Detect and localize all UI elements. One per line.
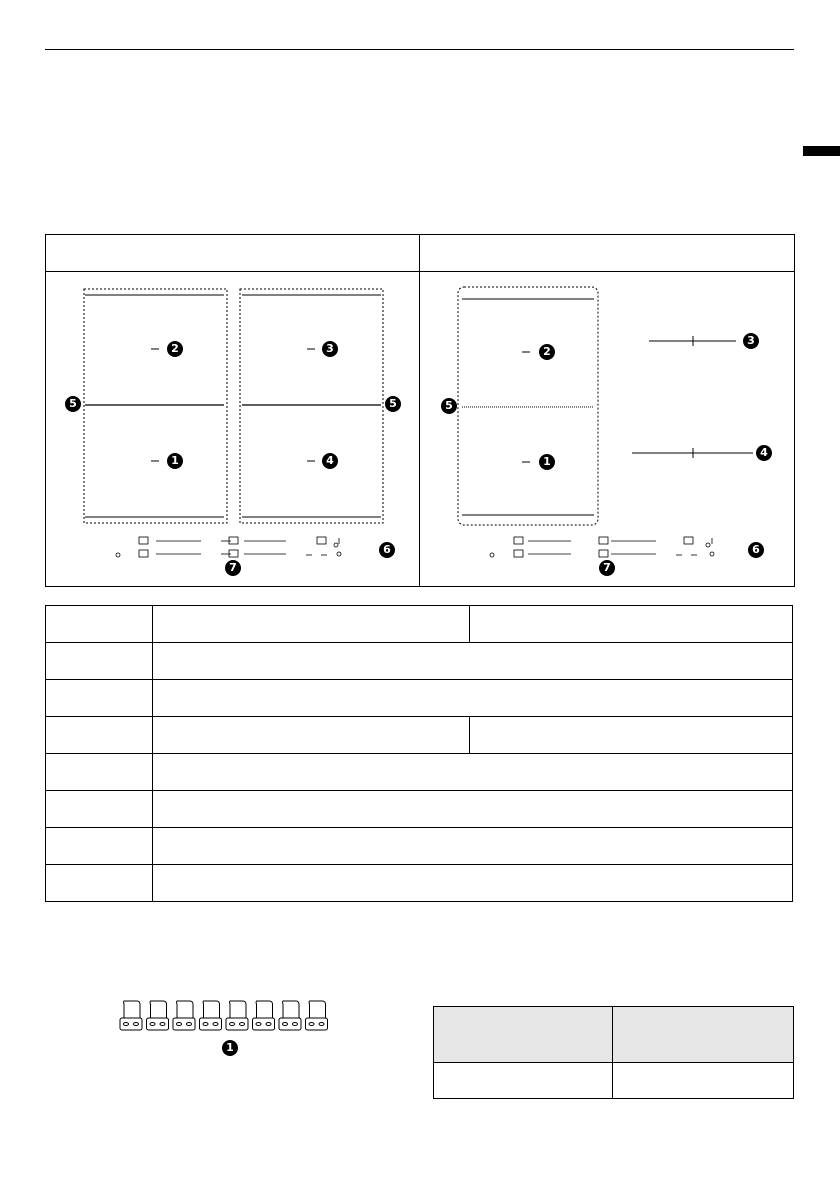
table-cell [470, 606, 793, 643]
table-cell [153, 643, 793, 680]
table-cell [153, 791, 793, 828]
bracket-icon [253, 1001, 275, 1030]
accessory-callout-1: 1 [222, 1040, 238, 1056]
table-header-cell [613, 1007, 794, 1063]
table-cell [46, 865, 153, 902]
table-cell [46, 606, 153, 643]
table-cell [46, 680, 153, 717]
table-cell [153, 828, 793, 865]
table-row [46, 606, 793, 643]
table-cell [46, 643, 153, 680]
bracket-icon [147, 1001, 169, 1030]
bracket-icon [200, 1001, 222, 1030]
table-cell [46, 754, 153, 791]
table-cell [613, 1063, 794, 1099]
table-row [46, 717, 793, 754]
left-flex-zone-outline [84, 289, 227, 523]
table-cell [153, 606, 470, 643]
table-cell [46, 791, 153, 828]
table-cell [153, 717, 470, 754]
table-row [46, 828, 793, 865]
table-cell [153, 754, 793, 791]
table-cell [46, 717, 153, 754]
callout-2-right: 2 [539, 344, 555, 360]
callout-7-right: 7 [599, 560, 615, 576]
bracket-icon [306, 1001, 328, 1030]
callout-7-left: 7 [225, 560, 241, 576]
table-row [46, 680, 793, 717]
left-control-panel [116, 537, 341, 557]
flex-zone-outline [458, 287, 598, 525]
callout-1-left: 1 [167, 453, 183, 469]
table-row [46, 865, 793, 902]
left-cooktop [84, 289, 383, 557]
table-cell [46, 828, 153, 865]
table-row [434, 1063, 794, 1099]
callout-1-right: 1 [539, 454, 555, 470]
parts-diagram-table [45, 234, 795, 587]
table-row [46, 791, 793, 828]
table-row [46, 643, 793, 680]
callout-4-left: 4 [322, 453, 338, 469]
callout-5-left-b: 5 [385, 396, 401, 412]
bracket-icon [173, 1001, 195, 1030]
cooktop-diagrams [46, 235, 794, 586]
table-row [46, 754, 793, 791]
bracket-icon [279, 1001, 301, 1030]
top-rule [45, 49, 794, 50]
right-flex-zone-outline [240, 289, 383, 523]
table-header-cell [434, 1007, 613, 1063]
specification-table [45, 605, 793, 902]
callout-5-left-a: 5 [65, 396, 81, 412]
table-cell [470, 717, 793, 754]
table-cell [153, 680, 793, 717]
callout-3-left: 3 [322, 341, 338, 357]
table-cell [153, 865, 793, 902]
callout-5-right: 5 [441, 398, 457, 414]
bracket-illustration [118, 998, 333, 1034]
accessory-table [433, 1006, 794, 1099]
bracket-icon [120, 1001, 142, 1030]
callout-6-left: 6 [379, 542, 395, 558]
table-cell [434, 1063, 613, 1099]
callout-3-right: 3 [743, 333, 759, 349]
right-control-panel [490, 537, 714, 557]
bracket-icon [226, 1001, 248, 1030]
callout-4-right: 4 [756, 445, 772, 461]
section-tab [803, 146, 840, 156]
callout-6-right: 6 [748, 542, 764, 558]
right-cooktop [458, 287, 753, 557]
callout-2-left: 2 [167, 341, 183, 357]
table-header-row [434, 1007, 794, 1063]
